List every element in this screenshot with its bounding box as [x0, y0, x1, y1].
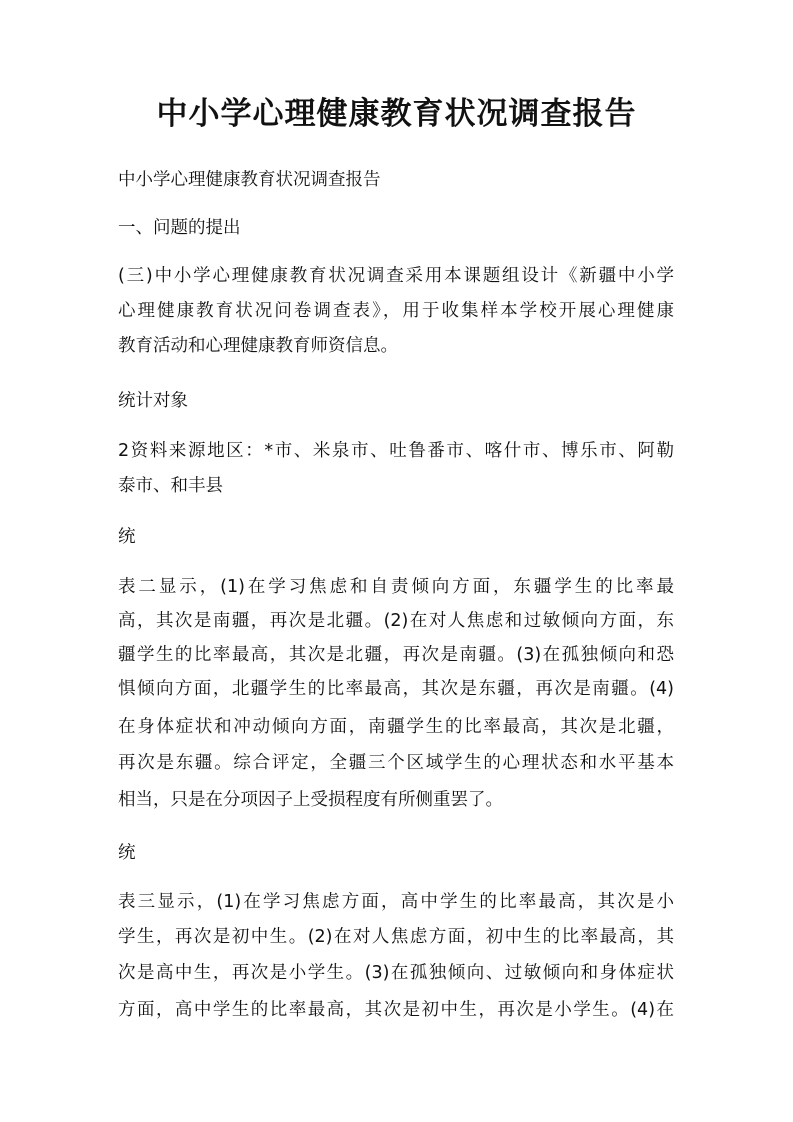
paragraph-line: 再次是东疆。综合评定，全疆三个区域学生的心理状态和水平基本: [118, 753, 674, 773]
paragraph-line: 泰市、和丰县: [118, 476, 223, 496]
paragraph-line: 心理健康教育状况问卷调查表》，用于收集样本学校开展心理健康: [118, 301, 674, 321]
paragraph-line: 在身体症状和冲动倾向方面，南疆学生的比率最高，其次是北疆，: [118, 717, 674, 737]
paragraph-line: 惧倾向方面，北疆学生的比率最高，其次是东疆，再次是南疆。(4): [118, 679, 674, 699]
stat-object-heading: 统计对象: [118, 391, 188, 411]
paragraph-line: 学生，再次是初中生。(2)在对人焦虑方面，初中生的比率最高，其: [118, 927, 674, 947]
paragraph-line: 方面，高中学生的比率最高，其次是初中生，再次是小学生。(4)在: [118, 1000, 674, 1020]
paragraph-line: 次是高中生，再次是小学生。(3)在孤独倾向、过敏倾向和身体症状: [118, 963, 674, 983]
paragraph-line: (三)中小学心理健康教育状况调查采用本课题组设计《新疆中小学: [118, 266, 674, 286]
paragraph-line: 表二显示，(1)在学习焦虑和自责倾向方面，东疆学生的比率最: [118, 577, 674, 597]
paragraph-line: 高，其次是南疆，再次是北疆。(2)在对人焦虑和过敏倾向方面，东: [118, 611, 674, 631]
paragraph-line: 疆学生的比率最高，其次是北疆，再次是南疆。(3)在孤独倾向和恐: [118, 645, 674, 665]
stat-label: 统: [118, 527, 136, 547]
paragraph-line: 2资料来源地区：*市、米泉市、吐鲁番市、喀什市、博乐市、阿勒: [118, 441, 674, 461]
paragraph-line: 表三显示，(1)在学习焦虑方面，高中学生的比率最高，其次是小: [118, 892, 674, 912]
document-title: 中小学心理健康教育状况调查报告: [156, 96, 637, 132]
section-heading-problem: 一、问题的提出: [118, 218, 241, 238]
document-subtitle: 中小学心理健康教育状况调查报告: [118, 170, 381, 190]
stat-label: 统: [118, 843, 136, 863]
paragraph-line: 相当，只是在分项因子上受损程度有所侧重罢了。: [118, 790, 503, 810]
paragraph-line: 教育活动和心理健康教育师资信息。: [118, 336, 398, 356]
